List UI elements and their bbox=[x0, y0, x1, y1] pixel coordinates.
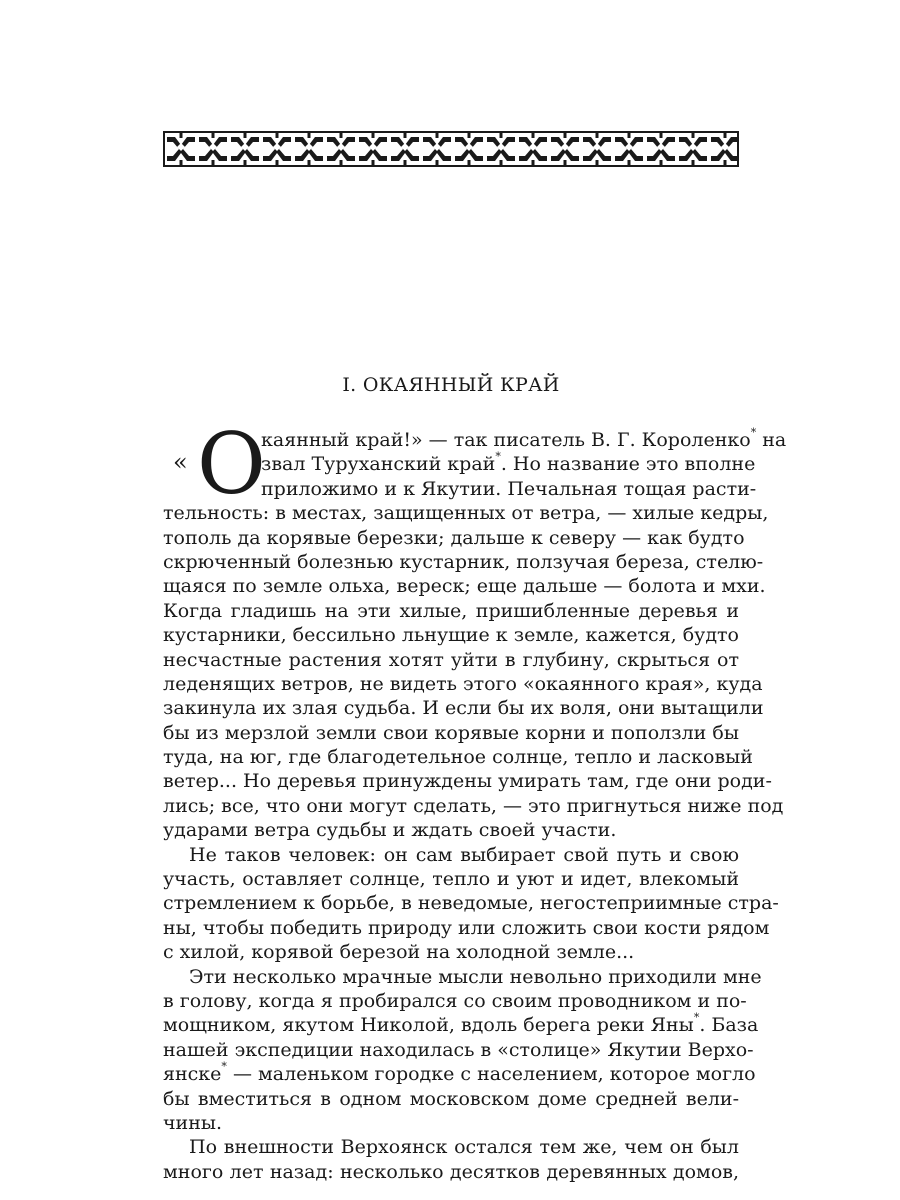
text-line: много лет назад: несколько десятков деревянных домов, bbox=[163, 1160, 739, 1183]
drop-cap: О bbox=[197, 415, 266, 513]
text-line: лись; все, что они могут сделать, — это пригнуться ниже под bbox=[163, 794, 784, 817]
text-line: приложимо и к Якутии. Печальная тощая расти- bbox=[261, 477, 757, 500]
text-line: чины. bbox=[163, 1111, 223, 1134]
text-line: каянный край!» — так писатель В. Г. Короленко* на bbox=[261, 426, 787, 451]
text-line: туда, на юг, где благодетельное солнце, тепло и ласковый bbox=[163, 746, 753, 769]
text-line: тельность: в местах, защищенных от ветра, — хилые кедры, bbox=[163, 502, 769, 525]
text-line: скрюченный болезнью кустарник, ползучая береза, стелю- bbox=[163, 550, 764, 573]
text-line: несчастные растения хотят уйти в глубину, скрыться от bbox=[163, 648, 739, 671]
text-line: бы вместиться в одном московском доме средней вели- bbox=[163, 1087, 739, 1110]
text-line: янске* — маленьком городке с населением, которое могло bbox=[163, 1060, 756, 1086]
text-line: ны, чтобы победить природу или сложить свои кости рядом bbox=[163, 916, 770, 939]
text-line: стремлением к борьбе, в неведомые, негостеприимные стра- bbox=[163, 892, 779, 915]
text-line: ветер... Но деревья принуждены умирать там, где они роди- bbox=[163, 770, 772, 793]
text-line: бы из мерзлой земли свои корявые корни и поползли бы bbox=[163, 721, 739, 744]
text-line: мощником, якутом Николой, вдоль берега реки Яны*. База bbox=[163, 1011, 759, 1037]
chapter-body bbox=[163, 415, 787, 1184]
text-line: закинула их злая судьба. И если бы их воля, они вытащили bbox=[163, 697, 764, 720]
text-line: звал Туруханский край*. Но название это вполне bbox=[261, 450, 756, 476]
text-line: тополь да корявые березки; дальше к северу — как будто bbox=[163, 526, 745, 549]
text-line: участь, оставляет солнце, тепло и уют и идет, влекомый bbox=[163, 868, 739, 891]
text-line: леденящих ветров, не видеть этого «окаянного края», куда bbox=[163, 672, 763, 695]
chapter-title: I. ОКАЯННЫЙ КРАЙ bbox=[342, 374, 560, 396]
text-line: Не таков человек: он сам выбирает свой путь и свою bbox=[189, 843, 739, 866]
header-ornament bbox=[163, 131, 739, 167]
text-line: в голову, когда я пробирался со своим проводником и по- bbox=[163, 989, 747, 1012]
ornament-pattern bbox=[165, 133, 737, 165]
text-line: Эти несколько мрачные мысли невольно приходили мне bbox=[189, 965, 762, 988]
text-line: с хилой, корявой березой на холодной земле... bbox=[163, 941, 635, 964]
text-line: ударами ветра судьбы и ждать своей участи. bbox=[163, 819, 617, 842]
text-line: нашей экспедиции находилась в «столице» Якутии Верхо- bbox=[163, 1038, 754, 1061]
text-line: кустарники, бессильно льнущие к земле, кажется, будто bbox=[163, 624, 739, 647]
text-line: Когда гладишь на эти хилые, пришибленные деревья и bbox=[163, 599, 739, 622]
text-line: щаяся по земле ольха, вереск; еще дальше — болота и мхи. bbox=[163, 575, 766, 598]
text-line: По внешности Верхоянск остался тем же, чем он был bbox=[189, 1136, 739, 1159]
opening-quote: « bbox=[173, 448, 188, 476]
